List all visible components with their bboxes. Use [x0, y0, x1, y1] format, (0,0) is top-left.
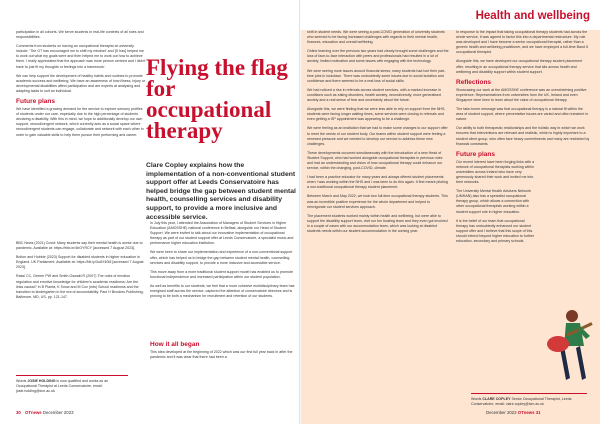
left-para: We can help support the development of healthy habits and routines to promote academic success and wellbeing. We have an awareness of how illness, injury or developmental disabilities affect participation and are experts at analysing and adapting tasks to suit an individual. [16, 73, 146, 93]
right-author-name: CLARE COPLEY [482, 397, 511, 401]
intro-para: We were keen to share our implementation and experience of a non-conventional support offer, which has helped us to bridge the gap between student mental health, counselling services and disability support, to provide a more inclusive and accessible service. [150, 250, 293, 265]
right-footer-date: December 2023 [486, 410, 517, 415]
left-para: We have identified a growing demand for the service to explore sensory profiles of students under our care, especially due to the high percentage of students declaring a disability. With this in mind, we hope to additionally develop our own support, neurodivergent network, which currently acts as a social space where neurodivergent students can engage, collaborate and network with each other in order to gain valuable skills to help them pursue their performing arts career. [16, 107, 144, 137]
future-para: It is the belief of our team that occupational therapy has undoubtedly enhanced our student support offer and I believe that this scope of this should extend beyond higher education to further education, secondary and primary schools. [456, 218, 535, 243]
left-page-number: 30 [16, 410, 21, 415]
col3-para: Alongside this, we were finding that we were less able to rely on support from the NHS, students were facing longer waiting times, some services were closing to referrals and even getting a GP appointment was appearing to be a challenge. [307, 107, 446, 122]
right-author-bio: Senior Occupational Therapist, Leeds Conservatoire, email: clare.copley@lcm.ac.uk [471, 397, 572, 406]
page-gutter [299, 0, 301, 424]
col3-para: We were seeing more issues around financial stress; many students had lost their part-time jobs in lockdown. There was undoubtedly some issues due to social isolation and confidence and there seemed to be a real loss of social skills. [307, 68, 446, 83]
col3-para: We had noticed a rise in referrals across student services, with a marked increase in conditions such as eating disorders, health anxiety, neurodiversity, more generalised anxiety and a real sense of fear and uncertainty about the future. [307, 87, 441, 103]
section-title: Health and wellbeing [475, 10, 590, 22]
future-para: The University Mental Health Advisers Network (UMHAN) also has a specialist occupational therapy group, which allows a connection with other occupational therapists working within a student support role in higher education. [456, 189, 531, 214]
left-para: Comments from students on having an occupational therapist at university include: 'The OT has encouraged me to shift my mindset' and '[It has] helped me to work out what my goals were and then helped me to work out how to achieve them. I really appreciated that the approach was more person centred and I didn't have to just fit my thoughts or feelings into a framework'. [16, 44, 146, 69]
how-it-began-heading: How it all began [150, 341, 200, 348]
article-standfirst: Clare Copley explains how the implementation of a non-conventional student support offer at Leeds Conservatoire has helped bridge the gap between student mental health, counselling services and disability support, to provide a more inclusive and accessible service. [146, 162, 296, 221]
reference-item: Bolton and Hubble (2023) Support for disabled students in higher education in England. UK Parliament. Available at: https://bit.ly/3uAY40M [accessed 7 August 2023]. [16, 255, 144, 270]
future-plans-heading-left: Future plans [16, 98, 56, 106]
right-author-box: Words CLARE COPLEY Senior Occupational Therapist, Leeds Conservatoire, email: clare.copley@lcm.ac.uk [471, 393, 587, 407]
left-footer [16, 410, 73, 415]
guitarist-illustration [536, 306, 600, 382]
how-it-began-para: This idea developed at the beginning of 2022 which was our first full year back in after the pandemic and it was clear that there had been a [150, 350, 293, 360]
col3-para: The placement students worked mainly within health and wellbeing, but were able to support the disability support team, visit our fun boating team and they even got involved in a couple of cases with our accommodation team, which was looking at disabled students needs within our student accommodation in the coming year. [307, 213, 448, 233]
left-author-bio: is now qualified and works as an Occupational Therapist at Leeds Conservatoire, email: josie.holding@lcm.ac.uk [16, 379, 109, 393]
future-plans-wrap [456, 160, 536, 244]
intro-para: As well as benefits to our students, we feel that a more cohesive multidisciplinary team has energised staff across the service, captured the attention of conservatoire directors and is proving to be both a mechanism for recruitment and retention of our students. [150, 283, 295, 299]
col3-para: These developments occurred simultaneously with the introduction of a new Head of Student Support, who had worked alongside occupational therapists in previous roles and had an understanding and vision of how occupational therapy could enhance our service, within the changing, post-COVID, climate. [307, 150, 443, 171]
left-author-name: JOSIE HOLDING [27, 379, 56, 383]
left-magazine-name: OTnews [24, 410, 42, 415]
references [16, 241, 146, 304]
future-para: Our recent interest have been forging links with a network of occupational therapists working within universities across Ireland who have very generously shared their work and invited me into their networks. [456, 159, 535, 185]
left-column-1 [16, 30, 146, 142]
reflections-para: The take-home message was that occupational therapy is a natural fit within the area of student support, where preventative issues are varied and often transient in nature. [456, 107, 589, 122]
article-headline: Flying the flag for occupational therapy [146, 55, 288, 143]
intro-para: In July this year, I attended the Association of Managers of Student Services in Higher Education (AMOSSHE) national conference in Belfast, alongside our Head of Student Support. We were invited to talk about our innovative implementation of occupational therapy as part of our student support offer at Leeds Conservatoire, a specialist music and performance higher education institution. [150, 221, 294, 246]
col3-para: I had been a practice educator for many years and always offered student placements when I was working within the NHS and I was keen to do this again. It first meant piloting a non-traditional occupational therapy student placement. [307, 175, 448, 190]
left-para: participation in all cohorts. We serve students in real-life contexts of all roles and responsibilities. [16, 30, 144, 40]
col3-para: Online learning over the previous two years had clearly brought some challenges and the loss of face-to-face interaction with peers and professionals had resulted in a lot of anxiety, limited motivation and some issues with engaging with the technology. [307, 49, 449, 64]
col4-para: In response to the impact that taking occupational therapy students had across the whole service, it was agreed to factor this into a departmental restructure. My role was developed and I have become a senior occupational therapist, rather than a generic health and wellbeing practitioner, and we have employed a full-time Band 5 occupational therapist. [456, 30, 589, 55]
col3-para: We were feeling as an institution that we had to make some changes to our support offer to meet the needs of our student body. Our teams within student support were feeling a renewed pressure and we needed to develop our service to address these new challenges. [307, 126, 448, 146]
left-footer-date: December 2023 [42, 410, 74, 415]
reference-item: BBC News (2021) Covid: Many students say their mental health is worse due to pandemic. Available at: https://bbc.in/4bGYRCY [accessed 7 August 2023]. [16, 241, 143, 251]
future-plans-heading-right: Future plans [456, 150, 496, 158]
left-author-box: Words JOSIE HOLDING is now qualified and works as an Occupational Therapist at Leeds Conservatoire, email: josie.holding@lcm.ac.uk [16, 375, 128, 394]
reflections-heading: Reflections [456, 78, 492, 86]
col4-para: Alongside this, we have developed our occupational therapy student placement offer, resulting in an occupational therapy service that sits across health and wellbeing and disability support within student support. [456, 59, 583, 74]
intro-para: This move away from a more traditional student support model has enabled us to promote functional independence and increased participation within our student population. [150, 269, 294, 279]
reflections-para: Showcasing our work at the AMOSSHE conference was an overwhelming positive experience. Representatives from universities from the UK, Ireland and even Singapore were keen to learn about the value of occupational therapy. [456, 87, 587, 102]
right-footer [486, 410, 543, 415]
article-intro [150, 221, 296, 303]
article-column-4 [456, 30, 590, 248]
col3-para: Between March and May 2022, we took two full-time occupational therapy students. This was an incredible positive experience for the whole department and helped to reinvigorate our student services approach. [307, 194, 448, 209]
how-it-began-block [150, 338, 296, 364]
col3-para: shift in student needs. We were seeing a post-COVID generation of university students who seemed to be facing increased challenges with regards to their mental health, finances, education and overall wellbeing. [307, 30, 445, 45]
article-column-3 [307, 30, 449, 238]
right-page-number: 31 [535, 410, 541, 415]
right-magazine-name: OTnews [517, 410, 535, 415]
reference-item: Rassi CC, Gerner PW and Smith-Oswald R (2007) The roles of emotion regulation and emotive knowledge for children's academic readiness: Are the links causal? In B Planta, K Snow and M Cox (eds) School readiness and the transition to kindergarten in the era of accountability. Paul H Brookes Publishing, Baltimore, MD, US, pp. 121-147. [16, 274, 144, 299]
reflections-para: Our ability to both therapeutic relationships and the holistic way in which we work ensures that interventions are relevant and realistic, which is highly important to a student client group, who often face heavy commitments and many are restricted by financial constraints. [456, 126, 590, 146]
